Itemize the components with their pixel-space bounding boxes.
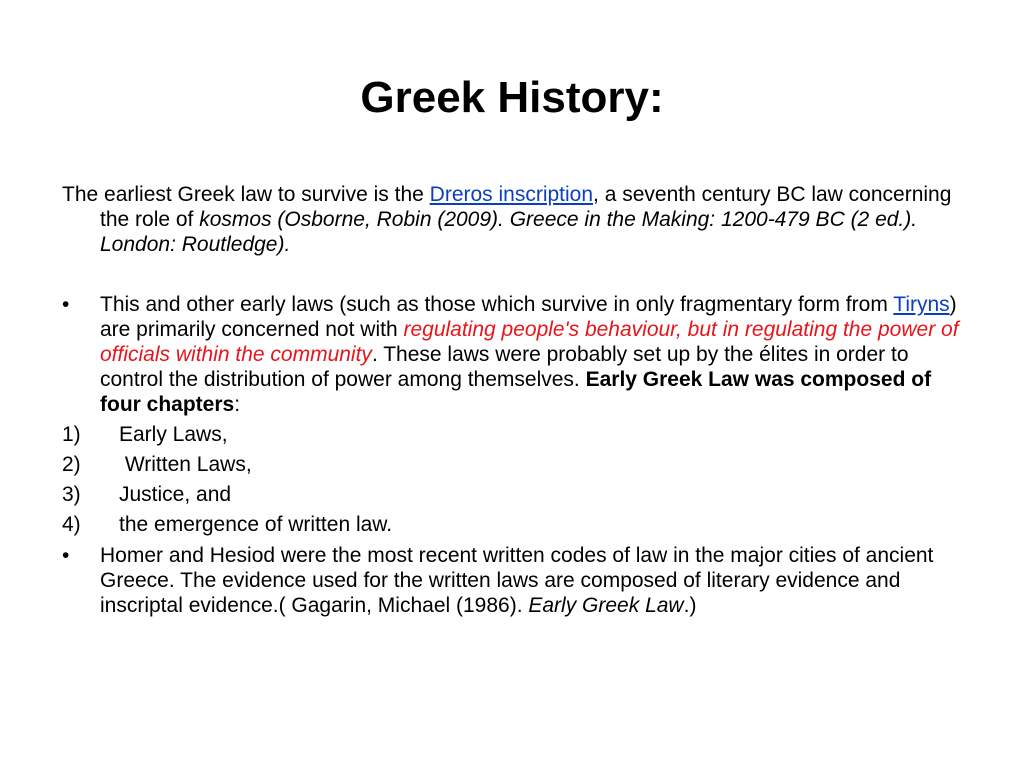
- numbered-marker: 1): [62, 423, 81, 446]
- intro-text-1: The earliest Greek law to survive is the: [62, 183, 430, 206]
- intro-text-2: , a seventh century BC law concerning the role of: [100, 183, 952, 231]
- numbered-item: [62, 452, 972, 477]
- numbered-item: [62, 422, 972, 447]
- bullet2-text-1: Homer and Hesiod were the most recent written codes of law in the major cities of ancient Greece. The evidence used for the written laws are composed of literary evidence and inscriptal evidence.( Gagarin, Michael (1986).: [100, 544, 934, 617]
- bullet-item-homer-hesiod: [62, 543, 972, 618]
- bullet1-highlight: regulating people's behaviour, but in regulating the power of officials within the community: [100, 318, 959, 366]
- numbered-text: Justice, and: [119, 483, 232, 506]
- tiryns-link[interactable]: Tiryns: [893, 293, 950, 316]
- numbered-marker: 2): [62, 453, 81, 476]
- numbered-marker: 4): [62, 513, 81, 536]
- intro-citation: kosmos (Osborne, Robin (2009). Greece in the Making: 1200-479 BC (2 ed.). London: Routledge).: [100, 208, 918, 256]
- bullet1-text-4: :: [234, 393, 241, 416]
- slide-title: Greek History:: [360, 73, 664, 122]
- intro-paragraph: [62, 182, 972, 257]
- numbered-text: the emergence of written law.: [119, 513, 393, 536]
- bullet-icon: •: [62, 293, 70, 316]
- numbered-item: [62, 482, 972, 507]
- bullet1-text-1: This and other early laws (such as those which survive in only fragmentary form from: [100, 293, 894, 316]
- slide-body: [62, 182, 972, 618]
- bullet-icon: •: [62, 544, 70, 567]
- bullet1-text-3: . These laws were probably set up by the élites in order to control the distribution of power among themselves.: [100, 343, 909, 391]
- bullet-item-early-laws: [62, 292, 972, 417]
- numbered-item: [62, 512, 972, 537]
- bullet1-text-2: ) are primarily concerned not with: [100, 293, 957, 341]
- numbered-text: Early Laws,: [119, 423, 228, 446]
- bullet2-italic: Early Greek Law: [528, 594, 684, 617]
- numbered-marker: 3): [62, 483, 81, 506]
- numbered-text: Written Laws,: [119, 453, 252, 476]
- bullet1-bold: Early Greek Law was composed of four chapters: [100, 368, 932, 416]
- dreros-inscription-link[interactable]: Dreros inscription: [429, 183, 594, 206]
- bullet2-text-2: .): [683, 594, 697, 617]
